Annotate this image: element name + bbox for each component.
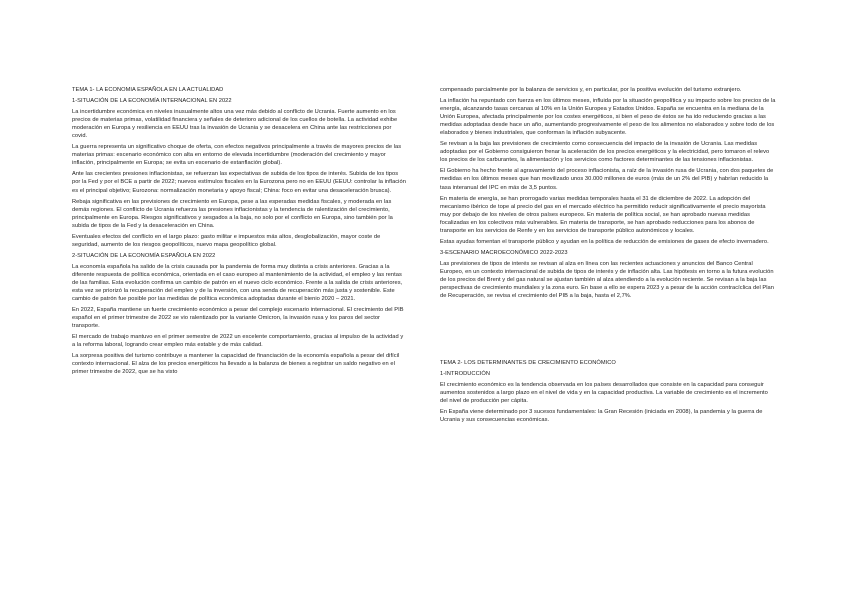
paragraph: Se revisan a la baja las previsiones de crecimiento como consecuencia del impacto de la invasión de Ucrania. Las medidas adoptadas por el Gobierno consiguieron frenar la aceleración de los precios energéticos y la electricidad, pero tomaron el relevo los precios de los carburantes, la alimentación y los servicios como factores determinantes de las tensiones inflacionistas. (440, 141, 770, 164)
tema2-title: TEMA 2- LOS DETERMINANTES DE CRECIMIENTO ECONÓMICO (440, 360, 616, 367)
paragraph: La sorpresa positiva del turismo contribuye a mantener la capacidad de financiación de la economía española a pesar del difícil contexto internacional. El alza de los precios energéticos ha llevado a la balanza de bienes a registrar un saldo negativo en el primer trimestre de 2022, que se ha visto (72, 353, 400, 376)
paragraph: Eventuales efectos del conflicto en el largo plazo: gasto militar e impuestos más altos, desglobalización, mayor coste de seguridad, aumento de los riesgos geopolíticos, nuevo mapa geopolítico global. (72, 233, 381, 248)
paragraph: Las previsiones de tipos de interés se revisan al alza en línea con las recientes actuaciones y anuncios del Banco Central Europeo, en un contexto internacional de subida de tipos de interés y de inflación alta. Las hipótesis en torno a la futura evolución de los precios del Brent y del gas natural se ajustan también al alza atendiendo a la evolución reciente. Se revisan a la baja las perspectivas de crecimiento mundiales y la zona euro. En base a ello se espera 2023 y a pesar de la acción contracíclica del Plan de Recuperación, se revisa el crecimiento del PIB a la baja, hasta el 2,7%. (440, 260, 774, 300)
paragraph: El crecimiento económico es la tendencia observada en los países desarrollados que consiste en la capacidad para conseguir aumentos sostenidos a largo plazo en el nivel de vida y en la capacidad productiva. La variable de crecimiento es el incremento del nivel de producción per cápita. (440, 382, 768, 405)
section3-heading: 3-ESCENARIO MACROECONÓMICO 2022-2023 (440, 249, 568, 256)
paragraph: La economía española ha salido de la crisis causada por la pandemia de forma muy distinta a crisis anteriores. Gracias a la diferente respuesta de política económica, orientada en el caso europeo al mantenimiento de la actividad, el empleo y las rentas de las familias. Esta evolución confirma un cambio de patrón en el nuevo ciclo económico. Frente a la salida de crisis anteriores, esta vez se priorizó la recuperación del empleo y de la inversión, con una senda de recuperación más justa y sostenible. Este cambio de patrón fue posible por las medidas de política económica adoptadas durante el bienio 2020 – 2021. (72, 263, 403, 303)
paragraph: La incertidumbre económica en niveles inusualmente altos una vez más debido al conflicto de Ucrania. Fuerte aumento en los precios de materias primas, volatilidad financiera y señales de deterioro adicional de los cuellos de botella. La actividad exhibe moderación en Europa y resiliencia en EEUU tras la invasión de Ucrania y se desacelera en China ante las restricciones por covid. (72, 109, 398, 140)
paragraph: La inflación ha repuntado con fuerza en los últimos meses, influida por la situación geopolítica y su impacto sobre los precios de la energía, alcanzando tasas cercanas al 10% en la Unión Europea y Estados Unidos. España se encuentra en la mediana de la Unión Europea, afectada principalmente por los costes energéticos, si bien el peso de éstos se ha ido reduciendo gracias a las medidas adoptadas desde hace un año, aumentando progresivamente el peso de los alimentos no elaborados y sobre todo de los elaborados y bienes industriales, que conforman la inflación subyacente. (440, 98, 776, 137)
blank-space (440, 303, 776, 359)
paragraph: En 2022, España mantiene un fuerte crecimiento económico a pesar del complejo escenario internacional. El crecimiento del PIB español en el primer trimestre de 2022 se vio ralentizado por la variante Omicron, la invasión rusa y los paros del sector transporte. (72, 307, 404, 330)
paragraph: Rebaja significativa en las previsiones de crecimiento en Europa, pese a las esperadas medidas fiscales, y moderada en las demás regiones. El conflicto de Ucrania refuerza las presiones inflacionistas y la tendencia de ralentización del crecimiento, principalmente en Europa. Riesgos significativos y sesgados a la baja, no solo por el conflicto en Europa, sino también por la subida de tipos de la Fed y la desaceleración en China. (72, 198, 393, 229)
paragraph: El Gobierno ha hecho frente al agravamiento del proceso inflacionista, a raíz de la invasión rusa de Ucrania, con dos paquetes de medidas en los últimos meses que han movilizado unos 30.000 millones de euros (más de un 2% del PIB) y habrían reducido la tasa interanual del IPC en más de 3,5 puntos. (440, 168, 774, 191)
right-column (440, 86, 776, 427)
tema1-title: TEMA 1- LA ECONOMIA ESPAÑOLA EN LA ACTUALIDAD (72, 87, 224, 93)
section1-heading: 1-SITUACIÓN DE LA ECONOMÍA INTERNACIONAL EN 2022 (72, 98, 232, 105)
paragraph: Ante las crecientes presiones inflacionistas, se refuerzan las expectativas de subida de los tipos de interés. Subida de los tipos por la Fed y por el BCE a partir de 2022; nuevos estímulos fiscales en la Eurozona pero no en EEUU (EEUU: controlar la inflación es el principal objetivo; Eurozona: normalización monetaria y apoyo fiscal; China: foco en evitar una desaceleración brusca). (72, 171, 406, 194)
paragraph: La guerra representa un significativo choque de oferta, con efectos negativos principalmente a través de mayores precios de las materias primas: escenario económico con alta en entorno de elevada incertidumbre (moderación del crecimiento y mayor inflación, principalmente en Europa; se evita un escenario de estanflación global). (72, 144, 402, 167)
left-column (72, 86, 408, 380)
paragraph: El mercado de trabajo mantuvo en el primer semestre de 2022 un excelente comportamiento, gracias al impulso de la actividad y a la reforma laboral, logrando crear empleo más estable y de más calidad. (72, 334, 404, 349)
paragraph: Estas ayudas fomentan el transporte público y ayudan en la política de reducción de emisiones de gases de efecto invernadero. (440, 238, 769, 245)
tema2-heading: 1-INTRODUCCIÓN (440, 371, 490, 378)
section2-heading: 2-SITUACIÓN DE LA ECONOMÍA ESPAÑOLA EN 2022 (72, 252, 216, 259)
continuation-paragraph: compensado parcialmente por la balanza de servicios y, en particular, por la positiva evolución del turismo extranjero. (440, 87, 742, 93)
paragraph: En materia de energía, se han prorrogado varias medidas temporales hasta el 31 de diciembre de 2022. La adopción del mecanismo ibérico de tope al precio del gas en el mercado eléctrico ha permitido reducir significativamente el precio mayorista muy por debajo de los niveles de otros países europeos. En materia de política social, se han aprobado nuevas medidas focalizadas en los colectivos más vulnerables. En materia de transporte, se han aprobado reducciones para los abonos de transporte en los servicios de Renfe y en los servicios de transporte público autonómicos y locales. (440, 195, 766, 234)
paragraph: En España viene determinado por 3 sucesos fundamentales: la Gran Recesión (iniciada en 2008), la pandemia y la guerra de Ucrania y sus consecuencias económicas. (440, 409, 763, 424)
